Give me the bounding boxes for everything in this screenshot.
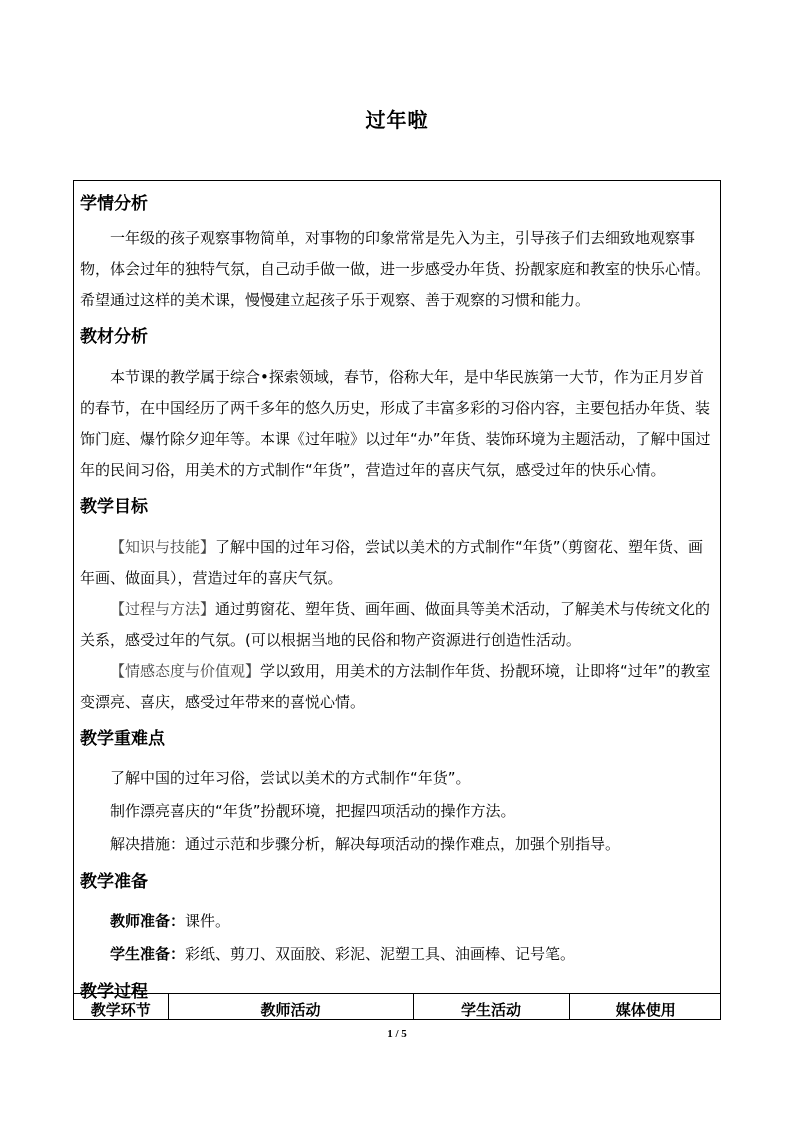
student-preparation-text: 彩纸、剪刀、双面胶、彩泥、泥塑工具、油画棒、记号笔。 [185,945,576,963]
table-header-cell: 教师活动 [168,994,413,1021]
material-analysis-text: 本节课的教学属于综合•探索领域，春节，俗称大年，是中华民族第一大节，作为正月岁首的春节，在中国经历了两千多年的悠久历史，形成了丰富多彩的习俗内容，主要包括办年货、装饰门庭、爆竹除夕迎年等。本课《过年啦》以过年“办”年货、装饰环境为主题活动，了解中国过年的民间习俗，用美术的方式制作“年货”，营造过年的喜庆气氛，感受过年的快乐心情。 [80,368,711,479]
section-heading-material-analysis: 教材分析 [80,327,148,347]
section-heading-key-difficulties: 教学重难点 [80,729,165,749]
goal-process-methods [80,594,713,656]
document-title: 过年啦 [365,108,429,132]
solution-line: 解决措施：通过示范和步骤分析，解决每项活动的操作难点，加强个别指导。 [110,835,621,853]
student-preparation-label: 学生准备： [110,945,186,963]
table-header-cell: 教学环节 [74,994,168,1021]
goal-process-text-rest: 文化的关系，感受过年的气氛。(可以根据当地的民俗和物产资源进行创造性活动。 [80,600,711,649]
teacher-preparation [80,905,713,938]
goal-knowledge-skills [80,532,713,594]
lesson-plan-frame [73,180,721,1020]
goal-knowledge-text: 了解中国的过年习俗，尝试以美术的方式制作“年货”（剪窗花、塑年货、画年画、做面具），营造过年的喜庆气氛。 [80,538,704,587]
table-header-cell: 媒体使用 [569,994,721,1021]
teacher-preparation-label: 教师准备： [110,912,186,930]
teacher-preparation-text: 课件。 [185,912,231,930]
goal-emotion-text: 学以致用，用美术的方法制作年货、扮靓环境，让即将“过年”的教室变漂亮、喜庆，感受过年带来的喜悦心情。 [80,662,711,711]
page-number: 1 / 5 [387,1028,407,1040]
student-analysis-text: 一年级的孩子观察事物简单，对事物的印象常常是先入为主，引导孩子们去细致地观察事物，体会过年的独特气氛，自己动手做一做，进一步感受办年货、扮靓家庭和教室的快乐心情。希望通过这样的美术课，慢慢建立起孩子乐于观察、善于观察的习惯和能力。 [80,229,711,309]
student-preparation [80,938,713,971]
teaching-process-table [74,993,721,1020]
table-header-cell: 学生活动 [413,994,569,1021]
section-heading-preparation: 教学准备 [80,872,148,892]
lesson-content [74,193,720,1003]
goal-emotion-values [80,656,713,718]
goal-emotion-label: 【情感态度与价值观】 [110,662,261,680]
section-heading-teaching-goals: 教学目标 [80,497,148,517]
section-heading-student-analysis: 学情分析 [80,194,148,214]
goal-knowledge-label: 【知识与技能】 [110,538,216,556]
key-point-line: 了解中国的过年习俗，尝试以美术的方式制作“年货”。 [110,769,471,787]
section-heading-teaching-process: 教学过程 [80,982,148,1002]
table-header-row [74,994,721,1021]
difficulty-line: 制作漂亮喜庆的“年货”扮靓环境，把握四项活动的操作方法。 [110,802,516,820]
goal-process-label: 【过程与方法】 [110,600,216,618]
goal-process-text: 通过剪窗花、塑年货、画年画、做面具等美术活动，了解美术与传统 [215,600,666,618]
